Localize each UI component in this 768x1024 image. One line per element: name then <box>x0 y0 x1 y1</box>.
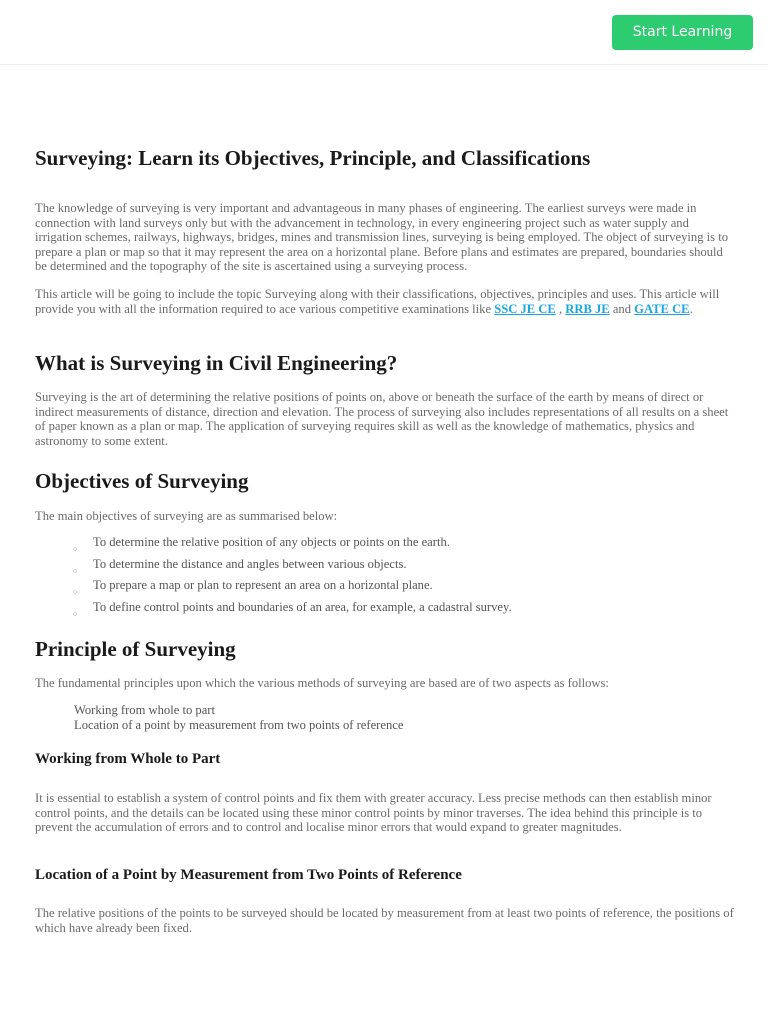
link-ssc-je-ce[interactable]: SSC JE CE <box>494 301 556 316</box>
link-separator-and: and <box>609 301 635 316</box>
heading-location-of-point: Location of a Point by Measurement from Two Points of Reference <box>35 867 462 883</box>
heading-whole-to-part: Working from Whole to Part <box>35 751 221 767</box>
heading-principle: Principle of Surveying <box>35 637 236 661</box>
bullet-icon: ○ <box>73 588 78 596</box>
list-item <box>73 575 713 597</box>
principle-intro: The fundamental principles upon which the various methods of surveying are based are of two aspects as follows: <box>35 676 609 690</box>
principle-item: Working from whole to part <box>74 703 215 717</box>
objective-text: To define control points and boundaries of an area, for example, a cadastral survey. <box>93 599 512 614</box>
start-learning-button[interactable]: Start Learning <box>612 15 753 50</box>
intro-paragraph-2 <box>35 287 735 316</box>
bullet-icon: ○ <box>73 566 78 575</box>
intro-paragraph-2-text: This article will be going to include the topic Surveying along with their classifications, objectives, principles and uses. This article will provide you with all the information required to ace various competitive examinations like <box>35 287 720 316</box>
objectives-list <box>73 532 713 618</box>
link-separator: , <box>555 301 566 316</box>
heading-what-is-surveying: What is Surveying in Civil Engineering? <box>35 351 398 375</box>
sentence-end: . <box>689 301 693 316</box>
link-gate-ce[interactable]: GATE CE <box>634 301 690 316</box>
principle-item: Location of a point by measurement from two points of reference <box>74 717 404 732</box>
article-title: Surveying: Learn its Objectives, Principle, and Classifications <box>35 146 591 170</box>
list-item <box>73 532 713 554</box>
objective-text: To determine the relative position of any objects or points on the earth. <box>93 535 450 549</box>
bullet-icon: ○ <box>73 545 78 553</box>
what-is-surveying-paragraph: Surveying is the art of determining the relative positions of points on, above or beneath the surface of the earth by means of direct or indirect measurements of distance, direction and elevation. The process of surveying also includes representations of all results on a sheet of paper known as a plan or map. The application of surveying requires skill as well as the knowledge of mathematics, physics and astronomy to some extent. <box>35 390 729 448</box>
objectives-intro: The main objectives of surveying are as summarised below: <box>35 509 338 523</box>
heading-objectives: Objectives of Surveying <box>35 469 249 493</box>
list-item <box>73 554 713 576</box>
objective-text: To prepare a map or plan to represent an area on a horizontal plane. <box>93 578 433 592</box>
bullet-icon: ○ <box>73 609 78 618</box>
principles-list <box>74 703 403 733</box>
top-bar <box>0 0 768 65</box>
link-rrb-je[interactable]: RRB JE <box>565 301 610 316</box>
whole-to-part-paragraph: It is essential to establish a system of control points and fix them with greater accuracy. Less precise methods can then establish minor control points, and the details can be located using these minor control points by minor traverses. The idea behind this principle is to prevent the accumulation of errors and to control and localise minor errors that would expand to greater magnitudes. <box>35 791 712 835</box>
intro-paragraph-1: The knowledge of surveying is very important and advantageous in many phases of engineering. The earliest surveys were made in connection with land surveys only but with the advancement in technology, in every engineering project such as water supply and irrigation schemes, railways, highways, bridges, mines and transmission lines, surveying is being employed. The object of surveying is to prepare a plan or map so that it may represent the area on a horizontal plane. Before plans and estimates are prepared, boundaries should be determined and the topography of the site is ascertained using a surveying process. <box>35 201 729 274</box>
list-item <box>73 597 713 619</box>
location-paragraph: The relative positions of the points to be surveyed should be located by measurement from at least two points of reference, the positions of which have already been fixed. <box>35 906 734 935</box>
objective-text: To determine the distance and angles between various objects. <box>93 556 407 571</box>
